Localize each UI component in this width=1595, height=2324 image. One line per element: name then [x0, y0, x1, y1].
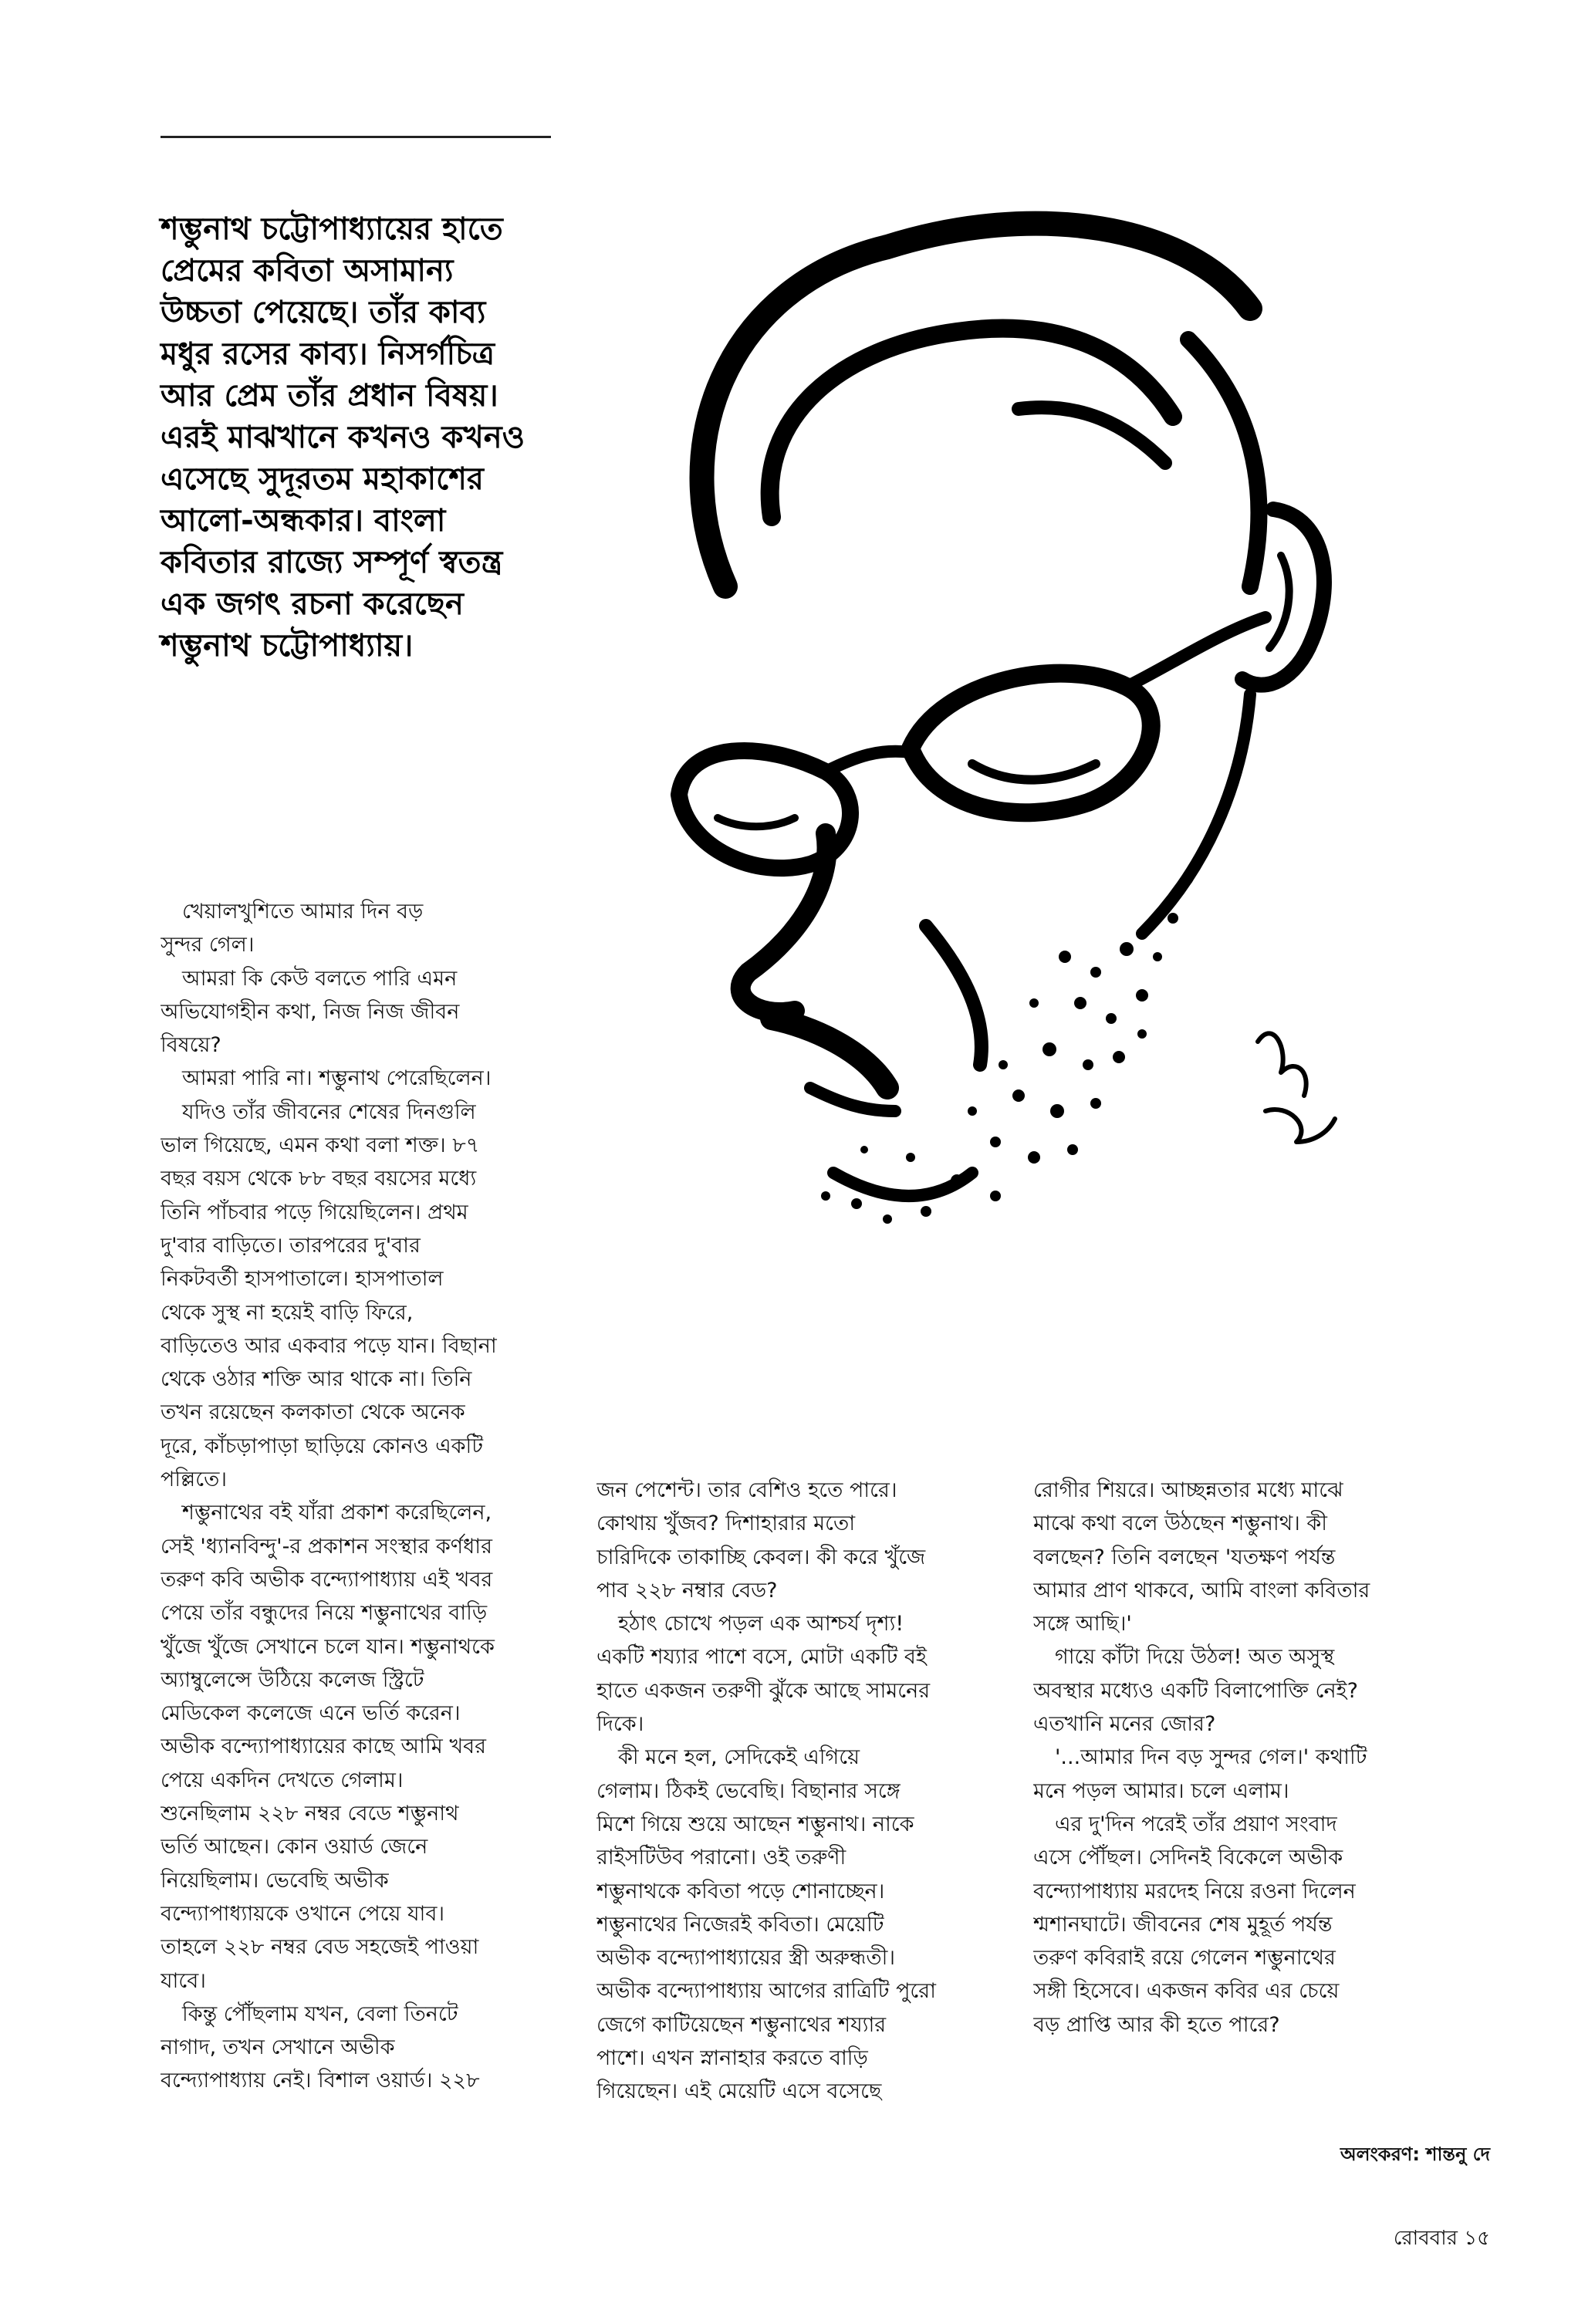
text-line: বড় প্রাপ্তি আর কী হতে পারে? — [1033, 2012, 1280, 2037]
article-column-2 — [596, 1474, 998, 2109]
article-column-3 — [1033, 1474, 1450, 2042]
temple-stroke — [1019, 407, 1165, 463]
pull-quote-line: এসেছে সুদূরতম মহাকাশের — [161, 461, 484, 497]
text-line: খুঁজে খুঁজে সেখানে চলে যান। শম্ভুনাথকে — [161, 1634, 495, 1659]
text-line: অভীক বন্দ্যোপাধ্যায় আগের রাত্রিটি পুরো — [596, 1979, 936, 2004]
text-line: বিষয়ে? — [161, 1033, 221, 1058]
text-line: গেলাম। ঠিকই ভেবেছি। বিছানার সঙ্গে — [596, 1778, 901, 1803]
text-line: দু'বার বাড়িতে। তারপরের দু'বার — [161, 1233, 421, 1258]
text-line: মাঝে কথা বলে উঠছেন শম্ভুনাথ। কী — [1033, 1512, 1328, 1536]
pull-quote — [161, 208, 639, 667]
text-line: ভাল গিয়েছে, এমন কথা বলা শক্ত। ৮৭ — [161, 1133, 480, 1158]
top-rule — [161, 136, 551, 138]
text-line: জন পেশেন্ট। তার বেশিও হতে পারে। — [596, 1478, 897, 1502]
text-line: দিকে। — [596, 1712, 644, 1737]
mustache — [772, 1018, 887, 1088]
text-line: মনে পড়ল আমার। চলে এলাম। — [1033, 1778, 1289, 1803]
text-line: নিকটবর্তী হাসপাতালে। হাসপাতাল — [161, 1267, 444, 1292]
text-line: নাগাদ, তখন সেখানে অভীক — [161, 2035, 395, 2060]
cheek-line — [926, 926, 982, 1065]
text-line: গিয়েছেন। এই মেয়েটি এসে বসেছে — [596, 2079, 882, 2104]
text-line: অভিযোগহীন কথা, নিজ নিজ জীবন — [161, 999, 460, 1024]
text-line: তখন রয়েছেন কলকাতা থেকে অনেক — [161, 1400, 465, 1425]
text-line: সেই 'ধ্যানবিন্দু'-র প্রকাশন সংস্থার কর্ণধার — [161, 1534, 492, 1559]
text-line: এতখানি মনের জোর? — [1033, 1712, 1216, 1737]
text-line: থেকে ওঠার শক্তি আর থাকে না। তিনি — [161, 1367, 472, 1392]
text-line: যদিও তাঁর জীবনের শেষের দিনগুলি — [182, 1100, 476, 1124]
text-line: '...আমার দিন বড় সুন্দর গেল।' কথাটি — [1055, 1745, 1367, 1770]
text-line: ভর্তি আছেন। কোন ওয়ার্ড জেনে — [161, 1835, 428, 1860]
pull-quote-line: কবিতার রাজ্যে সম্পূর্ণ স্বতন্ত্র — [161, 545, 503, 580]
signature-mark — [1258, 1033, 1306, 1096]
text-line: অবস্থার মধ্যেও একটি বিলাপোক্তি নেই? — [1033, 1678, 1358, 1703]
text-line: সুন্দর গেল। — [161, 933, 255, 958]
text-line: অ্যাম্বুলেন্সে উঠিয়ে কলেজ স্ট্রিটে — [161, 1667, 424, 1692]
text-line: আমরা কি কেউ বলতে পারি এমন — [182, 966, 458, 991]
text-line: পাশে। এখন স্নানাহার করতে বাড়ি — [596, 2046, 868, 2071]
text-line: খেয়ালখুশিতে আমার দিন বড় — [182, 900, 424, 924]
text-line: বন্দ্যোপাধ্যায় নেই। বিশাল ওয়ার্ড। ২২৮ — [161, 2069, 480, 2093]
pull-quote-line: এক জগৎ রচনা করেছেন — [161, 586, 464, 622]
text-line: তরুণ কবিরাই রয়ে গেলেন শম্ভুনাথের — [1033, 1946, 1336, 1971]
text-line: সঙ্গী হিসেবে। একজন কবির এর চেয়ে — [1033, 1979, 1340, 2004]
portrait-illustration — [633, 154, 1404, 1404]
text-line: শম্ভুনাথের নিজেরই কবিতা। মেয়েটি — [596, 1912, 884, 1937]
glasses-lens-right — [911, 674, 1151, 813]
text-line: বন্দ্যোপাধ্যায় মরদেহ নিয়ে রওনা দিলেন — [1033, 1879, 1356, 1903]
text-line: জেগে কাটিয়েছেন শম্ভুনাথের শয্যার — [596, 2012, 887, 2037]
pull-quote-line: উচ্চতা পেয়েছে। তাঁর কাব্য — [161, 295, 486, 330]
text-line: হঠাৎ চোখে পড়ল এক আশ্চর্য দৃশ্য! — [618, 1612, 904, 1637]
glasses-bridge — [826, 752, 911, 772]
back-head-stroke — [1188, 339, 1259, 586]
text-line: কিন্তু পৌঁছলাম যখন, বেলা তিনটে — [182, 2001, 458, 2026]
page-footer: রোববার ১৫ — [1393, 2227, 1490, 2250]
text-line: দূরে, কাঁচড়াপাড়া ছাড়িয়ে কোনও একটি — [161, 1434, 483, 1458]
text-line: অভীক বন্দ্যোপাধ্যায়ের কাছে আমি খবর — [161, 1735, 486, 1759]
text-line: রাইসটিউব পরানো। ওই তরুণী — [596, 1846, 846, 1870]
text-line: রোগীর শিয়রে। আচ্ছন্নতার মধ্যে মাঝে — [1033, 1478, 1343, 1502]
text-line: নিয়েছিলাম। ভেবেছি অভীক — [161, 1868, 389, 1893]
text-line: আমরা পারি না। শম্ভুনাথ পেরেছিলেন। — [182, 1066, 492, 1091]
text-line: বাড়িতেও আর একবার পড়ে যান। বিছানা — [161, 1333, 497, 1358]
text-line: মেডিকেল কলেজে এনে ভর্তি করেন। — [161, 1701, 461, 1726]
article-column-1 — [161, 895, 562, 2098]
signature-mark — [1266, 1110, 1335, 1142]
text-line: এর দু'দিন পরেই তাঁর প্রয়াণ সংবাদ — [1055, 1812, 1337, 1836]
text-line: থেকে সুস্থ না হয়েই বাড়ি ফিরে, — [161, 1300, 414, 1325]
pull-quote-line: আলো-অন্ধকার। বাংলা — [161, 503, 446, 539]
text-line: আমার প্রাণ থাকবে, আমি বাংলা কবিতার — [1033, 1578, 1370, 1603]
text-line: হাতে একজন তরুণী ঝুঁকে আছে সামনের — [596, 1678, 931, 1703]
text-line: শুনেছিলাম ২২৮ নম্বর বেডে শম্ভুনাথ — [161, 1802, 459, 1826]
text-line: একটি শয্যার পাশে বসে, মোটা একটি বই — [596, 1645, 927, 1670]
text-line: কোথায় খুঁজব? দিশাহারার মতো — [596, 1512, 856, 1536]
text-line: বন্দ্যোপাধ্যায়কে ওখানে পেয়ে যাব। — [161, 1901, 445, 1926]
text-line: সঙ্গে আছি।' — [1033, 1612, 1132, 1637]
text-line: পেয়ে একদিন দেখতে গেলাম। — [161, 1768, 404, 1792]
chin — [833, 1173, 972, 1196]
text-line: শ্মশানঘাটে। জীবনের শেষ মুহূর্ত পর্যন্ত — [1033, 1912, 1333, 1937]
text-line: শম্ভুনাথের বই যাঁরা প্রকাশ করেছিলেন, — [182, 1501, 492, 1525]
text-line: তিনি পাঁচবার পড়ে গিয়েছিলেন। প্রথম — [161, 1200, 468, 1224]
pull-quote-line: প্রেমের কবিতা অসামান্য — [161, 253, 454, 289]
text-line: শম্ভুনাথকে কবিতা পড়ে শোনাচ্ছেন। — [596, 1879, 885, 1903]
pull-quote-line: শম্ভুনাথ চট্টোপাধ্যায়ের হাতে — [161, 211, 503, 247]
text-line: পাব ২২৮ নম্বার বেড? — [596, 1578, 778, 1603]
pull-quote-line: মধুর রসের কাব্য। নিসর্গচিত্র — [161, 336, 495, 372]
text-line: তরুণ কবি অভীক বন্দ্যোপাধ্যায় এই খবর — [161, 1567, 493, 1592]
text-line: মিশে গিয়ে শুয়ে আছেন শম্ভুনাথ। নাকে — [596, 1812, 914, 1836]
text-line: বলছেন? তিনি বলছেন 'যতক্ষণ পর্যন্ত — [1033, 1545, 1336, 1569]
text-line: এসে পৌঁছল। সেদিনই বিকেলে অভীক — [1033, 1846, 1343, 1870]
illustration-credit: অলংকরণ: শান্তনু দে — [1340, 2143, 1490, 2165]
text-line: গায়ে কাঁটা দিয়ে উঠল! অত অসুস্থ — [1055, 1645, 1335, 1670]
pull-quote-line: শম্ভুনাথ চট্টোপাধ্যায়। — [161, 628, 414, 664]
pull-quote-line: আর প্রেম তাঁর প্রধান বিষয়। — [161, 378, 498, 414]
text-line: যাবে। — [161, 1968, 206, 1993]
text-line: বছর বয়স থেকে ৮৮ বছর বয়সের মধ্যে — [161, 1167, 477, 1191]
eye-left — [718, 818, 795, 826]
text-line: কী মনে হল, সেদিকেই এগিয়ে — [618, 1745, 860, 1770]
text-line: চারিদিকে তাকাচ্ছি কেবল। কী করে খুঁজে — [596, 1545, 926, 1569]
text-line: তাহলে ২২৮ নম্বর বেড সহজেই পাওয়া — [161, 1935, 479, 1960]
text-line: পল্লিতে। — [161, 1468, 228, 1492]
pull-quote-line: এরই মাঝখানে কখনও কখনও — [161, 420, 525, 455]
ear-inner — [1269, 556, 1289, 648]
eye-right — [972, 764, 1096, 780]
text-line: অভীক বন্দ্যোপাধ্যায়ের স্ত্রী অরুন্ধতী। — [596, 1946, 896, 1971]
text-line: পেয়ে তাঁর বন্ধুদের নিয়ে শম্ভুনাথের বাড়ি — [161, 1601, 488, 1626]
